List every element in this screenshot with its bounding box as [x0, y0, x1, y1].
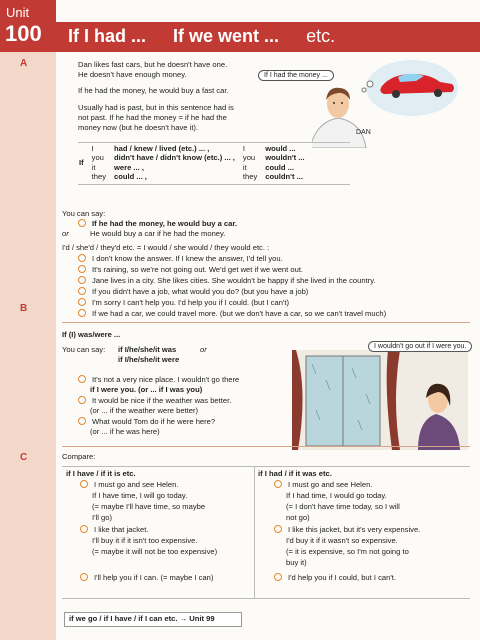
- table-pronoun: they: [91, 172, 106, 182]
- b-heading: If (I) was/were ...: [62, 330, 121, 339]
- title-part-2: If we went ...: [173, 26, 280, 46]
- dan-thought-bubble: If I had the money ...: [258, 70, 334, 81]
- b-item-text: It's not a very nice place. I wouldn't go there: [92, 375, 240, 384]
- a-id-line: I'd / she'd / they'd etc. = I would / she would / they would etc. :: [62, 243, 270, 252]
- divider-b-c: [62, 446, 470, 447]
- b-item-cont: (or ... if the weather were better): [90, 406, 199, 415]
- bullet-icon: [78, 254, 86, 262]
- b-item-text: It would be nice if the weather was better.: [92, 396, 232, 405]
- c-column-divider: [254, 466, 255, 598]
- a-or: or: [62, 229, 69, 238]
- table-middle: were ... ,: [114, 162, 144, 172]
- a-usually-3: money now (but he doesn't have it).: [78, 123, 199, 132]
- a-example: [78, 276, 376, 287]
- b-or: or: [200, 345, 207, 354]
- a-say-1-text: If he had the money, he would buy a car.: [92, 219, 238, 228]
- page-title: [68, 26, 357, 47]
- bullet-icon: [274, 480, 282, 488]
- b-item-cont: (or ... if he was here): [90, 427, 160, 436]
- bullet-icon: [78, 298, 86, 306]
- bullet-icon: [274, 573, 282, 581]
- c-right-item: [274, 480, 372, 491]
- bullet-icon: [80, 573, 88, 581]
- table-pronoun-2: they: [242, 172, 258, 182]
- a-example-text: Jane lives in a city. She likes cities. She wouldn't be happy if she lived in the country.: [92, 276, 376, 285]
- b-form-2: if I/he/she/it were: [118, 355, 180, 364]
- a-intro-2: He doesn't have enough money.: [78, 70, 187, 79]
- a-example-text: It's raining, so we're not going out. We'd get wet if we went out.: [92, 265, 304, 274]
- bullet-icon: [274, 525, 282, 533]
- table-pronoun: I: [91, 144, 94, 153]
- c-bottom-line: [62, 598, 470, 599]
- c-left-item: [80, 525, 148, 536]
- a-example: [78, 287, 308, 298]
- conditional-table: [75, 144, 309, 182]
- c-left-line: I'll go): [92, 513, 113, 522]
- c-right-line: (= it is expensive, so I'm not going to: [286, 547, 409, 556]
- dan-label: DAN: [356, 129, 371, 136]
- b-you-can-say: You can say:: [62, 345, 106, 354]
- table-bottom-line: [78, 184, 350, 185]
- b-item-text: What would Tom do if he were here?: [92, 417, 216, 426]
- c-right-head: if I had / if it was etc.: [258, 469, 332, 478]
- c-right-text: I'd help you if I could, but I can't.: [288, 573, 397, 582]
- left-margin-bar: [0, 52, 56, 640]
- dan-illustration: [312, 52, 462, 148]
- c-top-line: [62, 466, 470, 467]
- table-middle: could ... ,: [114, 172, 147, 182]
- a-you-can-say: You can say:: [62, 209, 106, 218]
- bullet-icon: [80, 525, 88, 533]
- a-say-2: He would buy a car if he had the money.: [90, 229, 226, 238]
- c-left-text: I must go and see Helen.: [94, 480, 179, 489]
- table-top-line: [78, 142, 350, 143]
- b-item-cont: if I were you. (or ... if I was you): [90, 385, 203, 394]
- a-if-line: If he had the money, he would buy a fast car.: [78, 86, 229, 95]
- table-pronoun-2: it: [242, 162, 247, 172]
- c-right-text: I must go and see Helen.: [288, 480, 373, 489]
- bullet-icon: [78, 396, 86, 404]
- a-example: [78, 298, 289, 309]
- cross-reference-link[interactable]: if we go / if I have / if I can etc. → Unit 99: [69, 614, 215, 623]
- section-b-label: B: [20, 303, 28, 314]
- a-usually-2: not past. If he had the money = if he had the: [78, 113, 227, 122]
- c-right-line: buy it): [286, 558, 307, 567]
- c-compare: Compare:: [62, 452, 96, 461]
- c-left-item: [80, 480, 178, 491]
- title-part-3: etc.: [306, 26, 336, 46]
- table-middle: had / knew / lived (etc.) ... ,: [114, 144, 210, 153]
- c-right-line: (= I don't have time today, so I will: [286, 502, 400, 511]
- c-left-text: I like that jacket.: [94, 525, 149, 534]
- title-part-1: If I had ...: [68, 26, 147, 46]
- bullet-icon: [78, 309, 86, 317]
- a-example: [78, 265, 303, 276]
- unit-word: Unit: [6, 5, 30, 20]
- section-a-label: A: [20, 58, 28, 69]
- table-right: could ...: [265, 162, 294, 172]
- c-left-text: I'll help you if I can. (= maybe I can): [94, 573, 214, 582]
- table-pronoun: you: [91, 153, 104, 163]
- bullet-icon: [78, 287, 86, 295]
- b-item: [78, 396, 231, 407]
- c-left-line: (= maybe I'll have time, so maybe: [92, 502, 206, 511]
- section-c-label: C: [20, 452, 28, 463]
- table-pronoun-2: I: [242, 144, 246, 153]
- c-left-line: I'll buy it if it isn't too expensive.: [92, 536, 198, 545]
- a-example-text: I'm sorry I can't help you. I'd help you if I could. (but I can't): [92, 298, 289, 307]
- a-example-text: If we had a car, we could travel more. (but we don't have a car, so we can't travel much): [92, 309, 387, 318]
- c-right-line: not go): [286, 513, 310, 522]
- table-if: If: [79, 158, 84, 168]
- dan-figure: [312, 88, 366, 148]
- c-right-line: If I had time, I would go today.: [286, 491, 387, 500]
- c-right-item: [274, 573, 396, 584]
- b-item: [78, 375, 239, 386]
- c-right-line: I'd buy it if it wasn't so expensive.: [286, 536, 398, 545]
- a-say-1: [78, 219, 237, 230]
- rain-scene-drawing: [292, 350, 468, 450]
- a-example-text: If you didn't have a job, what would you do? (but you have a job): [92, 287, 309, 296]
- a-usually-1: Usually had is past, but in this sentence had is: [78, 103, 234, 112]
- a-intro-1: Dan likes fast cars, but he doesn't have one.: [78, 60, 228, 69]
- bullet-icon: [78, 265, 86, 273]
- b-item: [78, 417, 215, 428]
- table-right: would ...: [265, 144, 296, 153]
- table-middle: didn't have / didn't know (etc.) ... ,: [114, 153, 235, 163]
- bullet-icon: [78, 417, 86, 425]
- c-left-line: If I have time, I will go today.: [92, 491, 188, 500]
- c-right-text: I like this jacket, but it's very expensive.: [288, 525, 421, 534]
- bullet-icon: [78, 276, 86, 284]
- a-example: [78, 254, 283, 265]
- c-right-item: [274, 525, 420, 536]
- bullet-icon: [78, 219, 86, 227]
- table-pronoun: it: [91, 162, 96, 172]
- c-left-line: (= maybe it will not be too expensive): [92, 547, 218, 556]
- table-right: wouldn't ...: [265, 153, 305, 163]
- a-example-text: I don't know the answer. If I knew the answer, I'd tell you.: [92, 254, 283, 263]
- window-rain-illustration: [292, 350, 468, 450]
- a-example: [78, 309, 386, 320]
- bullet-icon: [80, 480, 88, 488]
- dan-thinking-drawing: [312, 52, 462, 148]
- b-speech-bubble: I wouldn't go out if I were you.: [368, 341, 472, 352]
- unit-number: 100: [5, 21, 42, 46]
- divider-a-b: [62, 322, 470, 323]
- c-left-head: if I have / if it is etc.: [66, 469, 136, 478]
- c-left-item: [80, 573, 213, 584]
- unit-badge: [0, 0, 56, 52]
- table-right: couldn't ...: [265, 172, 303, 182]
- b-form-1: if I/he/she/it was: [118, 345, 177, 354]
- bullet-icon: [78, 375, 86, 383]
- table-pronoun-2: you: [242, 153, 256, 163]
